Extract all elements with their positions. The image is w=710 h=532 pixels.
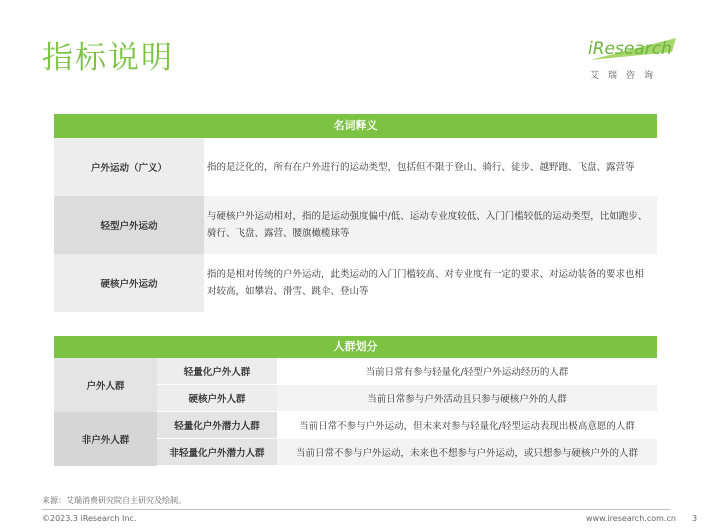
- page-number: 3: [692, 514, 698, 523]
- segment-description: 当前日常有参与轻量化/轻型户外运动经历的人群: [277, 358, 657, 384]
- segment-description: 当前日常参与户外活动且只参与硬核户外的人群: [277, 385, 657, 411]
- segment-group: [54, 358, 657, 412]
- table-row: [157, 412, 657, 439]
- table-row: [54, 254, 657, 312]
- website-link[interactable]: www.iresearch.com.cn: [586, 514, 676, 523]
- segments-table: [54, 336, 657, 466]
- page-title: 指标说明: [42, 40, 174, 76]
- segment-description: 当前日常不参与户外运动，但未来对参与轻量化/轻型运动表现出极高意愿的人群: [277, 412, 657, 438]
- segments-heading: 人群划分: [54, 336, 657, 358]
- segment-label: 轻量化户外人群: [157, 358, 277, 384]
- glossary-heading: 名词释义: [54, 114, 657, 138]
- group-label: 户外人群: [54, 358, 157, 412]
- table-row: [157, 439, 657, 466]
- table-row: [54, 138, 657, 196]
- segment-label: 非轻量化户外潜力人群: [157, 439, 277, 465]
- segment-label: 轻量化户外潜力人群: [157, 412, 277, 438]
- term-definition: 指的是相对传统的户外运动，此类运动的入门门槛较高、对专业度有一定的要求、对运动装备的要求也相对较高，如攀岩、滑雪、跳伞、登山等: [204, 254, 657, 312]
- source-note: 来源：艾瑞消费研究院自主研究及绘制。: [42, 496, 186, 505]
- term-definition: 指的是泛化的，所有在户外进行的运动类型，包括但不限于登山、骑行、徒步、越野跑、飞盘、露营等: [204, 138, 657, 196]
- segment-label: 硬核户外人群: [157, 385, 277, 411]
- segment-description: 当前日常不参与户外运动，未来也不想参与户外运动，或只想参与硬核户外的人群: [277, 439, 657, 465]
- table-row: [157, 385, 657, 412]
- footer-divider: [42, 509, 670, 510]
- term-definition: 与硬核户外运动相对，指的是运动强度偏中/低、运动专业度较低、入门门槛较低的运动类型，比如跑步、骑行、飞盘、露营、腰旗橄榄球等: [204, 196, 657, 254]
- segment-group: [54, 412, 657, 466]
- iresearch-logo: [586, 36, 682, 86]
- logo-subtitle: 艾瑞咨询: [590, 71, 663, 81]
- logo-wordmark: iResearch: [588, 39, 672, 59]
- glossary-table: [54, 114, 657, 312]
- table-row: [157, 358, 657, 385]
- copyright: ©2023.3 iResearch Inc.: [42, 514, 137, 523]
- term-label: 户外运动（广义）: [54, 138, 204, 196]
- term-label: 轻型户外运动: [54, 196, 204, 254]
- term-label: 硬核户外运动: [54, 254, 204, 312]
- table-row: [54, 196, 657, 254]
- group-label: 非户外人群: [54, 412, 157, 466]
